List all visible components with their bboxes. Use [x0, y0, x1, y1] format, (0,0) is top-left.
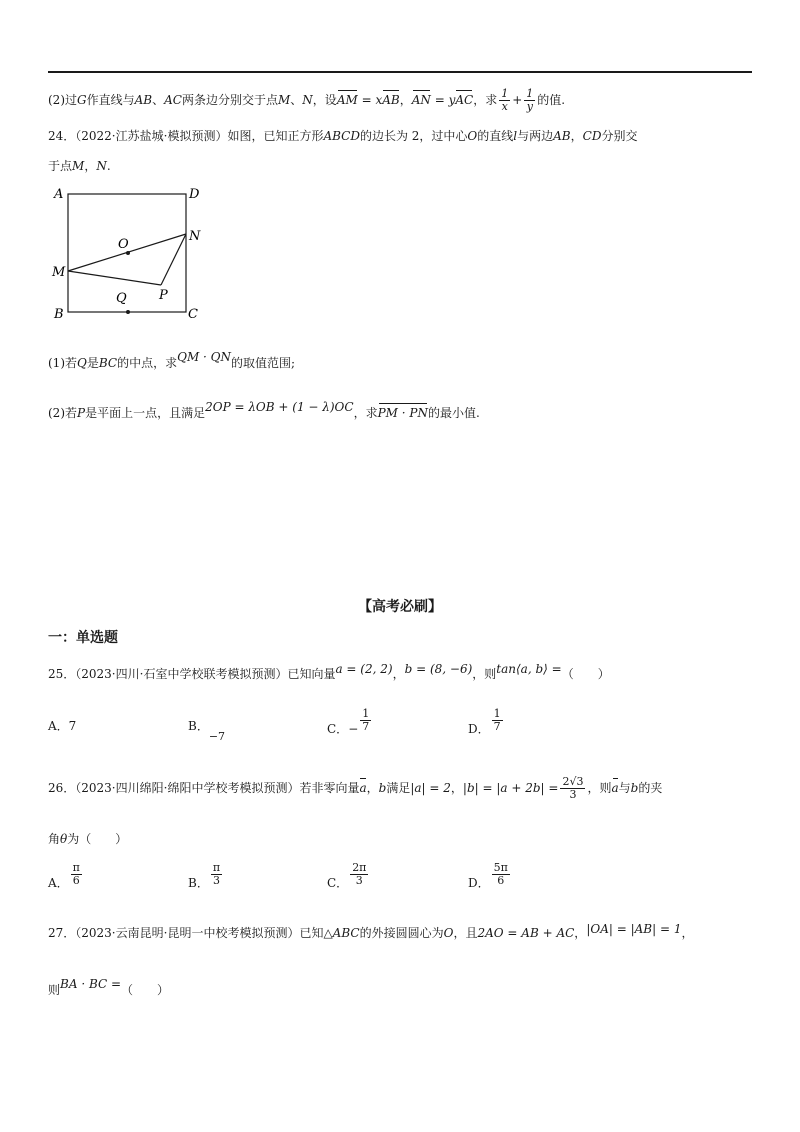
- text: 、: [152, 93, 165, 107]
- text: ，: [681, 926, 694, 940]
- option-fraction: [492, 862, 510, 887]
- denominator: 7: [362, 720, 370, 733]
- label-c: C: [188, 307, 198, 322]
- segment-ab: AB: [553, 129, 571, 143]
- numerator: π: [72, 861, 80, 874]
- point-g: G: [77, 93, 87, 107]
- denominator: 3: [212, 874, 220, 887]
- segment-mp: [68, 271, 161, 285]
- option-letter: B．: [188, 719, 209, 733]
- question-27-stem-line2: [48, 977, 170, 998]
- vector-ab: AB: [382, 93, 400, 107]
- text: ，: [570, 129, 583, 143]
- line-l: l: [513, 129, 518, 143]
- option-value: −7: [208, 730, 226, 743]
- option-fraction: [71, 862, 82, 887]
- vector-equation: 2AO = AB + AC: [477, 926, 575, 940]
- top-rule: [48, 71, 752, 73]
- text: ，: [84, 159, 97, 173]
- label-d: D: [189, 187, 200, 202]
- vector-b: b: [378, 781, 387, 795]
- question-27-stem: [48, 922, 694, 941]
- question-26-stem: [48, 776, 662, 801]
- option-fraction: [360, 708, 371, 733]
- denominator: 3: [355, 874, 363, 887]
- text: 的外接圆圆心为: [359, 926, 444, 940]
- question-lead: 26．（2023·四川绵阳·绵阳中学校考模拟预测）若非零向量: [48, 781, 360, 795]
- option-letter: D．: [468, 722, 490, 736]
- vector-an: AN: [411, 93, 431, 107]
- text: 满足: [386, 781, 411, 795]
- question-24-stem-line2: [48, 158, 111, 174]
- section-heading: 【高考必刷】: [358, 599, 442, 615]
- minus-sign: −: [348, 722, 359, 736]
- square-abcd: ABCD: [323, 129, 360, 143]
- text: ，: [392, 667, 405, 681]
- q26-option-c[interactable]: [327, 861, 370, 890]
- text: ，求: [473, 93, 498, 107]
- text: 的最小值.: [427, 406, 480, 420]
- fraction-1-over-y: [524, 88, 535, 113]
- subheading-single-choice: 一：单选题: [48, 630, 118, 646]
- text: 的取值范围;: [231, 356, 296, 370]
- numerator: π: [212, 861, 221, 874]
- vector-b: b = (8, −6): [404, 662, 473, 676]
- point-n: N: [302, 93, 313, 107]
- question-lead: 25．（2023·四川·石室中学校联考模拟预测）已知向量: [48, 667, 336, 681]
- question-24-part-1: [48, 350, 296, 371]
- denominator: 6: [72, 874, 80, 887]
- point-m: M: [277, 93, 291, 107]
- vector-b: b: [630, 781, 639, 795]
- numerator: 2√3: [562, 775, 584, 788]
- segment-ab: AB: [134, 93, 153, 107]
- option-letter: A．: [48, 719, 69, 733]
- plus-sign: +: [512, 93, 523, 107]
- option-letter: C．: [327, 876, 349, 890]
- option-letter: B．: [188, 876, 209, 890]
- question-25-stem: [48, 662, 610, 682]
- vector-a: a = (2, 2): [335, 662, 393, 676]
- label-n: N: [189, 229, 201, 244]
- label-b: B: [54, 307, 64, 322]
- text: 、: [290, 93, 303, 107]
- answer-blank: （ ）: [121, 983, 170, 997]
- question-lead: 24．（2022·江苏盐城·模拟预测）如图，已知正方形: [48, 129, 324, 143]
- label-p: P: [159, 288, 168, 303]
- q25-option-d[interactable]: [468, 707, 505, 736]
- question-26-stem-line2: [48, 831, 127, 847]
- text: 的中点，求: [117, 356, 178, 370]
- text: ，求: [353, 406, 378, 420]
- equation-part: = x: [357, 93, 383, 107]
- point-q-dot: [126, 310, 130, 314]
- option-letter: C．: [327, 722, 349, 736]
- numerator: 1: [526, 87, 534, 100]
- vector-a: a: [611, 781, 619, 795]
- numerator: 1: [362, 707, 370, 720]
- dot-product-ba-bc: BA · BC =: [60, 977, 122, 991]
- text: 的边长为 2，过中心: [359, 129, 468, 143]
- option-value: 7: [68, 719, 77, 733]
- q26-option-d[interactable]: [468, 861, 512, 890]
- denominator: y: [526, 100, 533, 113]
- magnitude-condition: |OA| = |AB| = 1: [586, 922, 682, 936]
- text: 角: [48, 832, 61, 846]
- vector-condition: 2OP = λOB + (1 − λ)OC: [205, 400, 354, 414]
- denominator: 3: [569, 788, 577, 801]
- tan-expression: tan⟨a, b⟩ =: [496, 662, 562, 676]
- segment-bc: BC: [98, 356, 118, 370]
- condition-1: |a| = 2: [410, 781, 451, 795]
- segment-ac: AC: [164, 93, 182, 107]
- text: 的直线: [477, 129, 514, 143]
- angle-theta: θ: [60, 832, 68, 846]
- part-label: (1)若: [48, 356, 77, 370]
- point-o: O: [443, 926, 454, 940]
- denominator: x: [501, 100, 508, 113]
- q26-option-b[interactable]: [188, 861, 224, 890]
- text: ，: [450, 781, 463, 795]
- fraction-1-over-x: [499, 88, 510, 113]
- label-o: O: [118, 237, 129, 252]
- text: ，则: [472, 667, 497, 681]
- numerator: 1: [493, 707, 501, 720]
- text: ，则: [587, 781, 612, 795]
- question-24-part-2: [48, 400, 480, 421]
- text: 的值.: [537, 93, 566, 107]
- option-fraction: [492, 708, 503, 733]
- text: ，设: [312, 93, 337, 107]
- numerator: 5π: [493, 861, 508, 874]
- vector-am: AM: [336, 93, 358, 107]
- text: ，: [366, 781, 379, 795]
- option-fraction: [350, 862, 368, 887]
- text: 两条边分别交于点: [181, 93, 278, 107]
- text: 是平面上一点，且满足: [85, 406, 206, 420]
- text: 分别交: [601, 129, 638, 143]
- label-m: M: [52, 265, 66, 280]
- label-a: A: [54, 187, 64, 202]
- triangle-abc: △ABC: [323, 926, 360, 940]
- point-o: O: [467, 129, 478, 143]
- square-figure: [48, 182, 218, 322]
- question-lead: 27．（2023·云南昆明·昆明一中校考模拟预测）已知: [48, 926, 324, 940]
- q26-option-a[interactable]: [48, 861, 84, 890]
- answer-blank: 为（ ）: [67, 832, 128, 846]
- vector-ac: AC: [455, 93, 474, 107]
- text: 作直线与: [86, 93, 135, 107]
- text: 是: [86, 356, 99, 370]
- question-23-part-2: [48, 88, 565, 113]
- text: ，且: [453, 926, 478, 940]
- point-p: P: [77, 406, 86, 420]
- point-q: Q: [77, 356, 87, 370]
- segment-cd: CD: [582, 129, 602, 143]
- text: 于点: [48, 159, 73, 173]
- answer-blank: （ ）: [561, 667, 610, 681]
- dot-product-qm-qn: QM · QN: [177, 350, 232, 364]
- fraction-2-root3-over-3: [560, 776, 585, 801]
- segment-pn: [161, 234, 186, 285]
- label-q: Q: [116, 291, 127, 306]
- option-letter: D．: [468, 876, 490, 890]
- part-label: (2)若: [48, 406, 77, 420]
- vector-a: a: [359, 781, 367, 795]
- text: ，: [574, 926, 587, 940]
- option-letter: A．: [48, 876, 69, 890]
- denominator: 7: [493, 720, 501, 733]
- q25-option-c[interactable]: [327, 707, 373, 736]
- text: ，: [399, 93, 412, 107]
- text: 的夹: [638, 781, 663, 795]
- option-fraction: [211, 862, 222, 887]
- denominator: 6: [497, 874, 505, 887]
- q25-option-a[interactable]: [48, 717, 76, 734]
- q25-option-b[interactable]: [188, 717, 226, 743]
- dot-product-pm-pn: PM · PN: [377, 406, 428, 420]
- numerator: 1: [501, 87, 509, 100]
- condition-2: |b| = |a + 2b| =: [462, 781, 559, 795]
- text: 与: [618, 781, 631, 795]
- text: 则: [48, 983, 61, 997]
- part-label: (2)过: [48, 93, 77, 107]
- point-m: M: [72, 159, 85, 173]
- equation-part: = y: [430, 93, 456, 107]
- question-24-stem: [48, 128, 637, 144]
- text: 与两边: [517, 129, 554, 143]
- text: .: [106, 159, 111, 173]
- point-n: N: [96, 159, 107, 173]
- numerator: 2π: [352, 861, 367, 874]
